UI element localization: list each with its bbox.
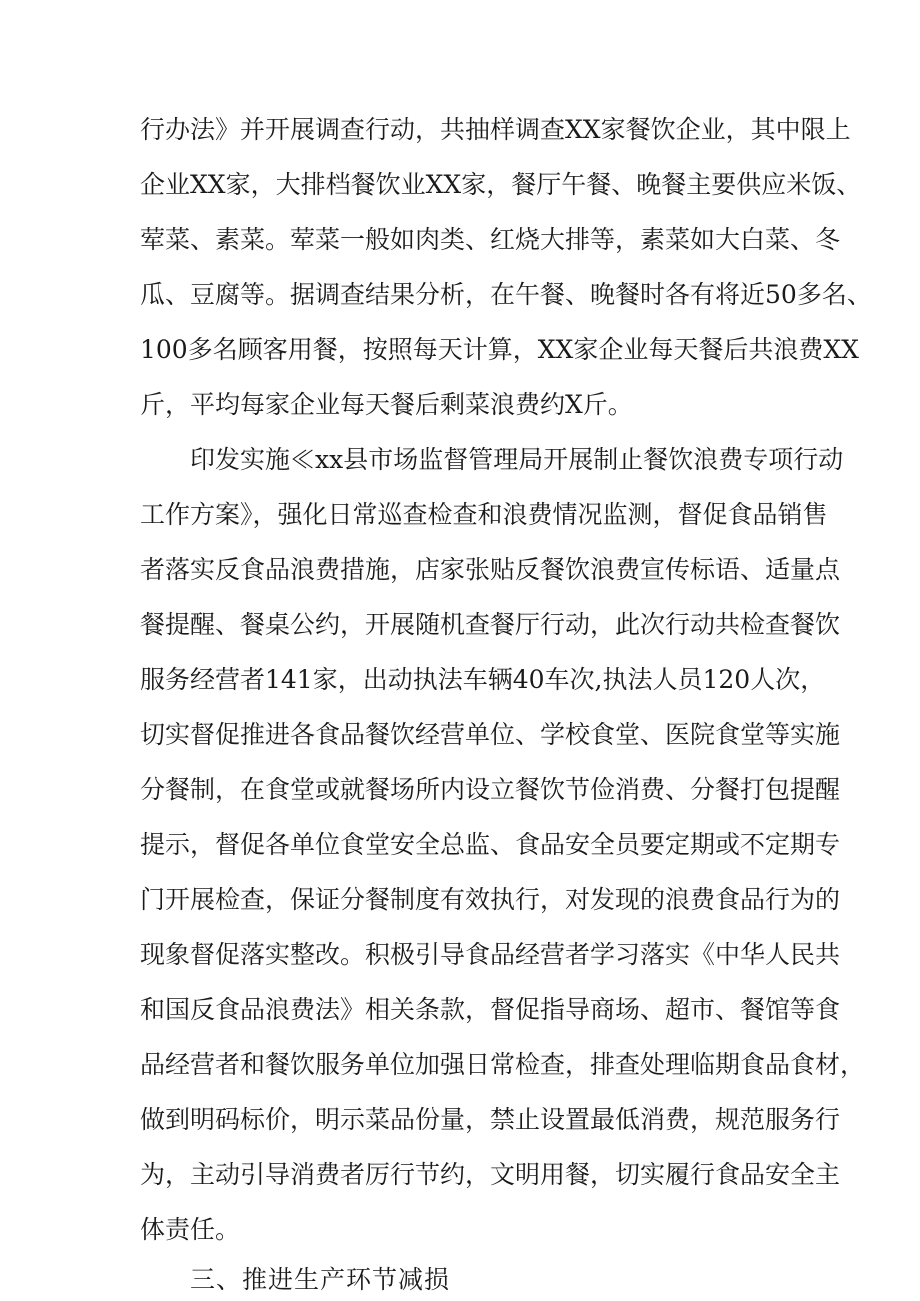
- paragraph-line: 企业XX家，大排档餐饮业XX家，餐厅午餐、晚餐主要供应米饭、: [140, 170, 862, 199]
- paragraph-line: 做到明码标价，明示菜品份量，禁止设置最低消费，规范服务行: [140, 1105, 841, 1134]
- paragraph-line: 提示，督促各单位食堂安全总监、食品安全员要定期或不定期专: [140, 830, 841, 859]
- paragraph-line: 现象督促落实整改。积极引导食品经营者学习落实《中华人民共: [140, 940, 841, 969]
- paragraph-line: 100多名顾客用餐，按照每天计算，XX家企业每天餐后共浪费XX: [140, 335, 859, 364]
- paragraph-line: 工作方案》，强化日常巡查检查和浪费情况监测，督促食品销售: [140, 500, 828, 529]
- paragraph-line: 门开展检查，保证分餐制度有效执行，对发现的浪费食品行为的: [140, 885, 841, 914]
- paragraph-line: 切实督促推进各食品餐饮经营单位、学校食堂、医院食堂等实施: [140, 720, 841, 749]
- paragraph-line: 印发实施≪xx县市场监督管理局开展制止餐饮浪费专项行动: [190, 445, 844, 474]
- paragraph-line: 斤，平均每家企业每天餐后剩菜浪费约X斤。: [140, 390, 633, 419]
- paragraph-line: 餐提醒、餐桌公约，开展随机查餐厅行动，此次行动共检查餐饮: [140, 610, 841, 639]
- paragraph-line: 行办法》并开展调查行动，共抽样调查XX家餐饮企业，其中限上: [140, 115, 851, 144]
- paragraph-line: 品经营者和餐饮服务单位加强日常检查，排查处理临期食品食材，: [140, 1050, 866, 1079]
- paragraph-line: 为，主动引导消费者厉行节约，文明用餐，切实履行食品安全主: [140, 1160, 841, 1189]
- paragraph-line: 者落实反食品浪费措施，店家张贴反餐饮浪费宣传标语、适量点: [140, 555, 841, 584]
- paragraph-line: 和国反食品浪费法》相关条款，督促指导商场、超市、餐馆等食: [140, 995, 841, 1024]
- paragraph-line: 体责任。: [140, 1215, 241, 1244]
- paragraph-line: 荤菜、素菜。荤菜一般如肉类、红烧大排等，素菜如大白菜、冬: [140, 225, 841, 254]
- paragraph-line: 分餐制，在食堂或就餐场所内设立餐饮节俭消费、分餐打包提醒: [140, 775, 841, 804]
- paragraph-line: 瓜、豆腐等。据调查结果分析，在午餐、晚餐时各有将近50多名、: [140, 280, 872, 309]
- section-heading: 三、推进生产环节减损: [190, 1265, 451, 1294]
- paragraph-line: 服务经营者141家，出动执法车辆40车次,执法人员120人次，: [140, 665, 826, 694]
